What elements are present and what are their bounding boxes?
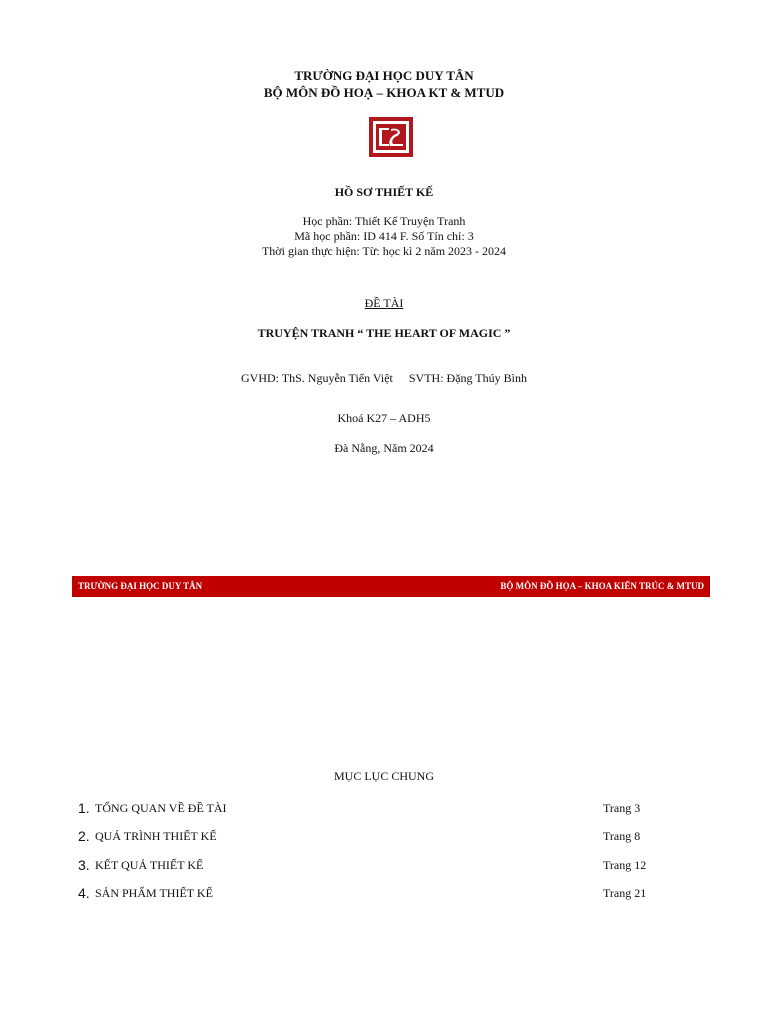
toc-item	[78, 800, 678, 820]
toc-item-number: 2.	[78, 828, 90, 844]
university-logo	[369, 117, 413, 157]
class-line: Khoá K27 – ADH5	[337, 411, 431, 425]
toc-item-title: SẢN PHẨM THIẾT KẾ	[95, 886, 213, 900]
band-left-text: TRƯỜNG ĐẠI HỌC DUY TÂN	[78, 581, 203, 591]
course-line: Học phần: Thiết Kế Truyện Tranh	[302, 214, 466, 228]
toc-item-title: QUÁ TRÌNH THIẾT KẾ	[95, 829, 217, 843]
document-type: HỒ SƠ THIẾT KẾ	[334, 185, 434, 199]
toc-item-number: 1.	[78, 800, 90, 816]
topic-label: ĐỀ TÀI	[364, 296, 404, 310]
band-right-text: BỘ MÔN ĐỒ HỌA – KHOA KIẾN TRÚC & MTUD	[500, 581, 704, 591]
header-band	[72, 576, 710, 597]
toc-item	[78, 857, 678, 877]
people-line	[0, 371, 768, 386]
toc-item-number: 4.	[78, 885, 90, 901]
place-date-line: Đà Nẵng, Năm 2024	[334, 441, 434, 455]
toc-item	[78, 885, 678, 905]
topic-title: TRUYỆN TRANH “ THE HEART OF MAGIC ”	[257, 326, 511, 340]
student-name: SVTH: Đặng Thúy Bình	[408, 371, 527, 385]
course-code-line: Mã học phần: ID 414 F. Số Tín chỉ: 3	[294, 229, 474, 243]
toc-item-number: 3.	[78, 857, 90, 873]
toc-item-page: Trang 3	[603, 801, 641, 815]
toc-item-title: TỔNG QUAN VỀ ĐỀ TÀI	[95, 801, 227, 815]
department-name: BỘ MÔN ĐỒ HOẠ – KHOA KT & MTUD	[263, 85, 505, 100]
toc-item-page: Trang 21	[603, 886, 647, 900]
toc-item	[78, 828, 678, 848]
period-line: Thời gian thực hiện: Từ: học kì 2 năm 2023 - 2024	[261, 244, 507, 258]
school-name: TRƯỜNG ĐẠI HỌC DUY TÂN	[294, 68, 474, 83]
toc-item-page: Trang 12	[603, 858, 647, 872]
advisor-name: GVHD: ThS. Nguyễn Tiến Việt	[241, 371, 393, 385]
toc-heading: MỤC LỤC CHUNG	[333, 769, 434, 783]
toc-item-title: KẾT QUẢ THIẾT KẾ	[95, 858, 204, 872]
toc-item-page: Trang 8	[603, 829, 641, 843]
